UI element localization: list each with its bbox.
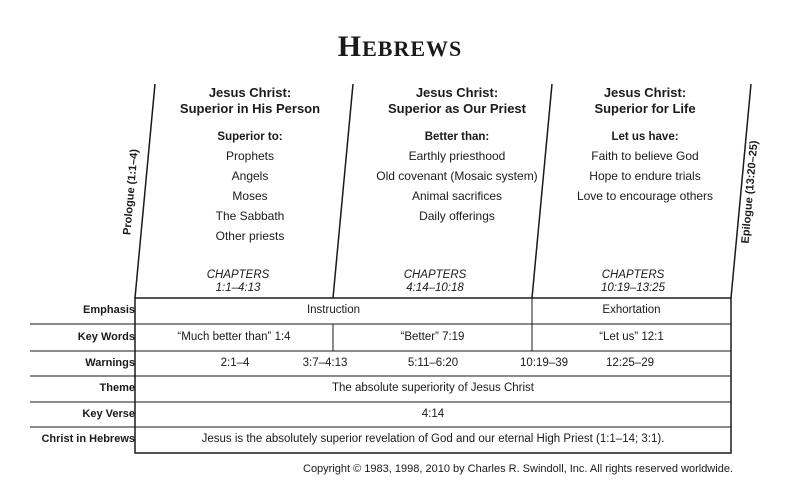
warning-2: 3:7–4:13: [302, 357, 348, 369]
row-label-theme: Theme: [99, 382, 135, 394]
section-heading: Jesus Christ:: [208, 85, 292, 100]
warning-1: 2:1–4: [220, 357, 250, 369]
list-item: Moses: [232, 189, 268, 203]
chapters-section-3: CHAPTERS 10:19–13:25: [601, 269, 665, 294]
key-word-3: “Let us” 12:1: [599, 331, 664, 343]
row-label-warnings: Warnings: [85, 357, 135, 369]
section-subheading: Better than:: [424, 131, 490, 143]
section-superior-in-his-person: [170, 85, 330, 246]
section-heading: Superior as Our Priest: [388, 101, 526, 116]
chapters-section-1: CHAPTERS 1:1–4:13: [206, 269, 270, 294]
section-heading: Jesus Christ:: [415, 85, 499, 100]
section-subheading: Let us have:: [611, 131, 679, 143]
list-item: Prophets: [225, 149, 275, 163]
prologue-label: Prologue (1:1–4): [121, 148, 141, 236]
list-item: Love to encourage others: [576, 189, 714, 203]
divider-prologue: [135, 84, 155, 298]
section-subheading: Superior to:: [217, 131, 283, 143]
list-item: Other priests: [215, 229, 285, 243]
page-title: HEBREWS: [337, 30, 463, 63]
warning-5: 12:25–29: [606, 357, 654, 369]
epilogue-label: Epilogue (13:20–25): [739, 140, 761, 244]
copyright-notice: Copyright © 1983, 1998, 2010 by Charles R. Swindoll, Inc. All rights reserved worldwide.: [303, 463, 733, 475]
list-item: Daily offerings: [419, 209, 495, 223]
row-label-key-words: Key Words: [77, 331, 135, 343]
row-label-key-verse: Key Verse: [82, 408, 135, 420]
list-item: Earthly priesthood: [408, 149, 506, 163]
key-word-2: “Better” 7:19: [400, 331, 465, 343]
section-superior-as-our-priest: [362, 85, 552, 226]
emphasis-instruction: Instruction: [306, 304, 361, 316]
list-item: Hope to endure trials: [589, 169, 701, 183]
list-item: Faith to believe God: [591, 149, 699, 163]
row-label-christ-in-hebrews: Christ in Hebrews: [41, 433, 135, 445]
emphasis-exhortation: Exhortation: [602, 304, 661, 316]
list-item: Angels: [231, 169, 269, 183]
list-item: The Sabbath: [215, 209, 285, 223]
section-heading: Superior for Life: [594, 101, 696, 116]
warning-4: 10:19–39: [520, 357, 568, 369]
key-word-1: “Much better than” 1:4: [177, 331, 291, 343]
section-heading: Jesus Christ:: [603, 85, 687, 100]
chapters-section-2: CHAPTERS 4:14–10:18: [403, 269, 467, 294]
theme-value: The absolute superiority of Jesus Christ: [332, 382, 534, 394]
section-superior-for-life: [560, 85, 730, 206]
key-verse-value: 4:14: [421, 408, 445, 420]
row-label-emphasis: Emphasis: [83, 304, 135, 316]
christ-in-hebrews-value: Jesus is the absolutely superior revelation of God and our eternal High Priest (1:1–14; 3:1).: [201, 433, 665, 445]
list-item: Animal sacrifices: [411, 189, 503, 203]
list-item: Old covenant (Mosaic system): [376, 169, 538, 183]
warning-3: 5:11–6:20: [407, 357, 459, 369]
divider-1: [333, 84, 353, 298]
section-heading: Superior in His Person: [179, 101, 321, 116]
